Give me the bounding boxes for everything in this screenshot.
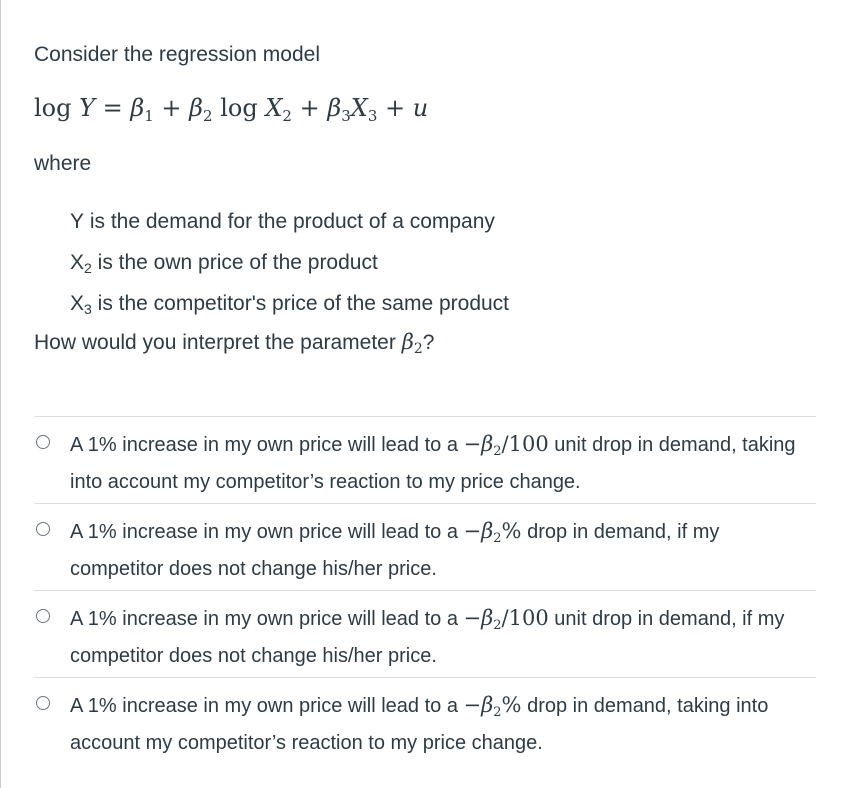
answer-beta-sub: 2 <box>493 618 502 633</box>
def-text: is the demand for the product of a company <box>84 210 495 233</box>
answer-label[interactable] <box>70 603 808 671</box>
def-text: is the own price of the product <box>91 251 378 274</box>
answer-beta: −β <box>463 693 494 717</box>
eq-beta2: β <box>189 94 204 122</box>
def-var: X <box>70 292 85 315</box>
answer-suffix: unit drop in demand, taking into account my competitor’s reaction to my price change. <box>70 434 796 493</box>
left-border <box>0 0 1 788</box>
answer-list <box>34 416 816 764</box>
definition-x3 <box>70 286 509 327</box>
radio-button[interactable] <box>36 522 50 536</box>
ask-beta-sub: 2 <box>413 341 423 357</box>
eq-u: u <box>412 94 429 122</box>
answer-prefix: A 1% increase in my own price will lead to a <box>70 695 464 717</box>
answer-beta: −β <box>463 519 494 543</box>
eq-equals: = <box>94 94 131 122</box>
eq-x2: X <box>265 94 283 122</box>
def-var: X <box>70 251 85 274</box>
eq-x3: X <box>350 94 368 122</box>
answer-math-tail: % <box>501 519 522 543</box>
answer-prefix: A 1% increase in my own price will lead to a <box>70 521 464 543</box>
radio-button[interactable] <box>36 435 50 449</box>
answer-math <box>463 606 549 633</box>
definition-x2 <box>70 245 509 286</box>
answer-beta-sub: 2 <box>493 444 502 459</box>
answer-beta-sub: 2 <box>493 531 502 546</box>
eq-beta2-sub: 2 <box>203 107 213 125</box>
answer-label[interactable] <box>70 516 808 584</box>
ask-beta <box>401 330 423 357</box>
answer-option[interactable] <box>34 590 816 677</box>
answer-option[interactable] <box>34 416 816 503</box>
question-prompt <box>34 330 434 358</box>
answer-suffix: drop in demand, if my competitor does not change his/her price. <box>70 521 720 580</box>
eq-log: log <box>34 94 72 122</box>
eq-log2: log <box>212 94 266 122</box>
answer-math-tail: /100 <box>501 432 549 456</box>
answer-math-tail: /100 <box>501 606 549 630</box>
answer-suffix: drop in demand, taking into account my competitor’s reaction to my price change. <box>70 695 769 754</box>
answer-suffix: unit drop in demand, if my competitor does not change his/her price. <box>70 608 785 667</box>
radio-button[interactable] <box>36 609 50 623</box>
eq-x3-sub: 3 <box>367 107 378 125</box>
answer-math-tail: % <box>501 693 522 717</box>
radio-button[interactable] <box>36 696 50 710</box>
where-label: where <box>34 152 92 175</box>
definitions-list <box>70 204 509 327</box>
eq-beta3-sub: 3 <box>341 107 351 125</box>
ask-beta-symbol: β <box>401 330 414 354</box>
answer-label[interactable] <box>70 690 808 758</box>
ask-text: How would you interpret the parameter <box>34 331 402 354</box>
ask-suffix: ? <box>422 331 435 354</box>
answer-math <box>463 432 549 459</box>
answer-math <box>463 693 522 720</box>
def-sub: 2 <box>84 260 92 276</box>
def-var: Y <box>70 210 85 233</box>
eq-plus1: + <box>153 94 190 122</box>
answer-math <box>463 519 522 546</box>
eq-plus3: + <box>377 94 413 122</box>
answer-beta-sub: 2 <box>493 705 502 720</box>
eq-plus2: + <box>291 94 328 122</box>
eq-x2-sub: 2 <box>282 107 292 125</box>
regression-equation <box>34 94 428 125</box>
eq-beta1-sub: 1 <box>144 107 154 125</box>
eq-y: Y <box>79 94 95 122</box>
answer-prefix: A 1% increase in my own price will lead to a <box>70 434 464 456</box>
eq-beta1: β <box>130 94 145 122</box>
answer-prefix: A 1% increase in my own price will lead to a <box>70 608 464 630</box>
answer-label[interactable] <box>70 429 808 497</box>
question-intro: Consider the regression model <box>34 43 320 66</box>
definition-y <box>70 204 509 245</box>
def-text: is the competitor's price of the same product <box>91 292 510 315</box>
eq-beta3: β <box>327 94 342 122</box>
answer-option[interactable] <box>34 503 816 590</box>
def-sub: 3 <box>84 301 92 317</box>
answer-beta: −β <box>463 606 494 630</box>
answer-option[interactable] <box>34 677 816 764</box>
answer-beta: −β <box>463 432 494 456</box>
